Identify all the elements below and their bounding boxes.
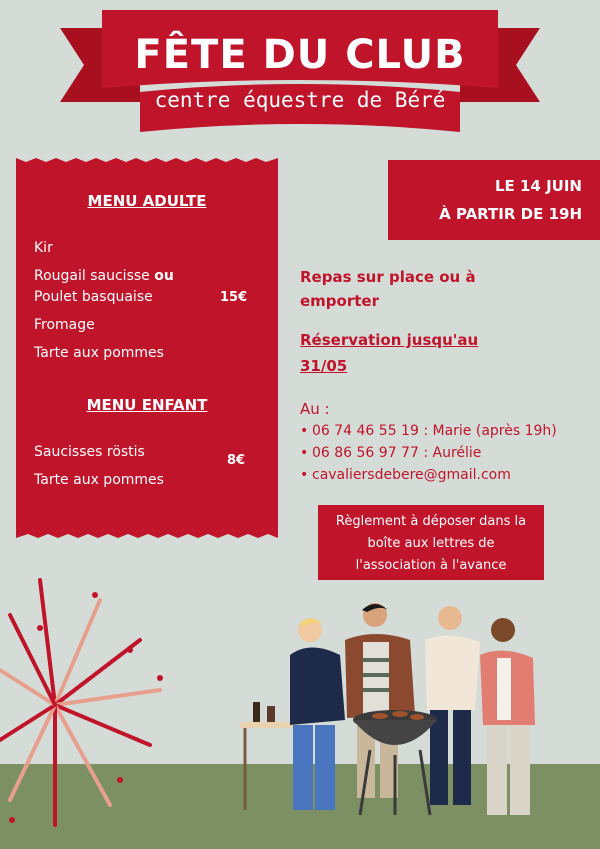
page-subtitle: centre équestre de Béré	[154, 88, 446, 112]
firework-illustration	[0, 570, 200, 840]
contact-aurelie[interactable]: • 06 86 56 97 77 : Aurélie	[300, 445, 482, 461]
reglement-box	[318, 505, 544, 580]
menu-adulte-heading: MENU ADULTE	[87, 192, 207, 210]
menu-item-tarte-enfant: Tarte aux pommes	[34, 472, 164, 488]
contact-email[interactable]: • cavaliersdebere@gmail.com	[300, 467, 511, 483]
reglement-line-3: l'association à l'avance	[355, 558, 507, 573]
menu-enfant-heading: MENU ENFANT	[86, 396, 208, 414]
reglement-line-1: Règlement à déposer dans la	[335, 514, 527, 529]
repas-line-1: Repas sur place ou à	[300, 268, 476, 286]
menu-item-poulet: Poulet basquaise	[34, 289, 153, 305]
date-box	[388, 160, 600, 240]
date-line: LE 14 JUIN	[494, 177, 582, 195]
barbecue-people-illustration	[235, 600, 555, 835]
reservation-line-2: 31/05	[300, 357, 348, 375]
bullet-icon: •	[300, 423, 309, 439]
menu-enfant-price: 8€	[227, 453, 246, 468]
contact-marie[interactable]: • 06 74 46 55 19 : Marie (après 19h)	[300, 423, 557, 439]
bullet-icon: •	[300, 467, 309, 483]
contacts-label: Au :	[300, 400, 330, 418]
menu-item-kir: Kir	[34, 240, 53, 256]
menu-item-tarte: Tarte aux pommes	[34, 345, 164, 361]
bullet-icon: •	[300, 445, 309, 461]
page-title: FÊTE DU CLUB	[134, 32, 466, 78]
reservation-line-1: Réservation jusqu'au	[300, 331, 479, 349]
menu-item-saucisses: Saucisses röstis	[34, 444, 145, 460]
reglement-line-2: boîte aux lettres de	[367, 536, 495, 551]
menu-item-fromage: Fromage	[34, 317, 95, 333]
repas-line-2: emporter	[300, 292, 379, 310]
menu-item-rougail: Rougail saucisse ou	[34, 268, 174, 284]
time-line: À PARTIR DE 19H	[439, 205, 582, 223]
menu-adulte-price: 15€	[220, 290, 248, 305]
